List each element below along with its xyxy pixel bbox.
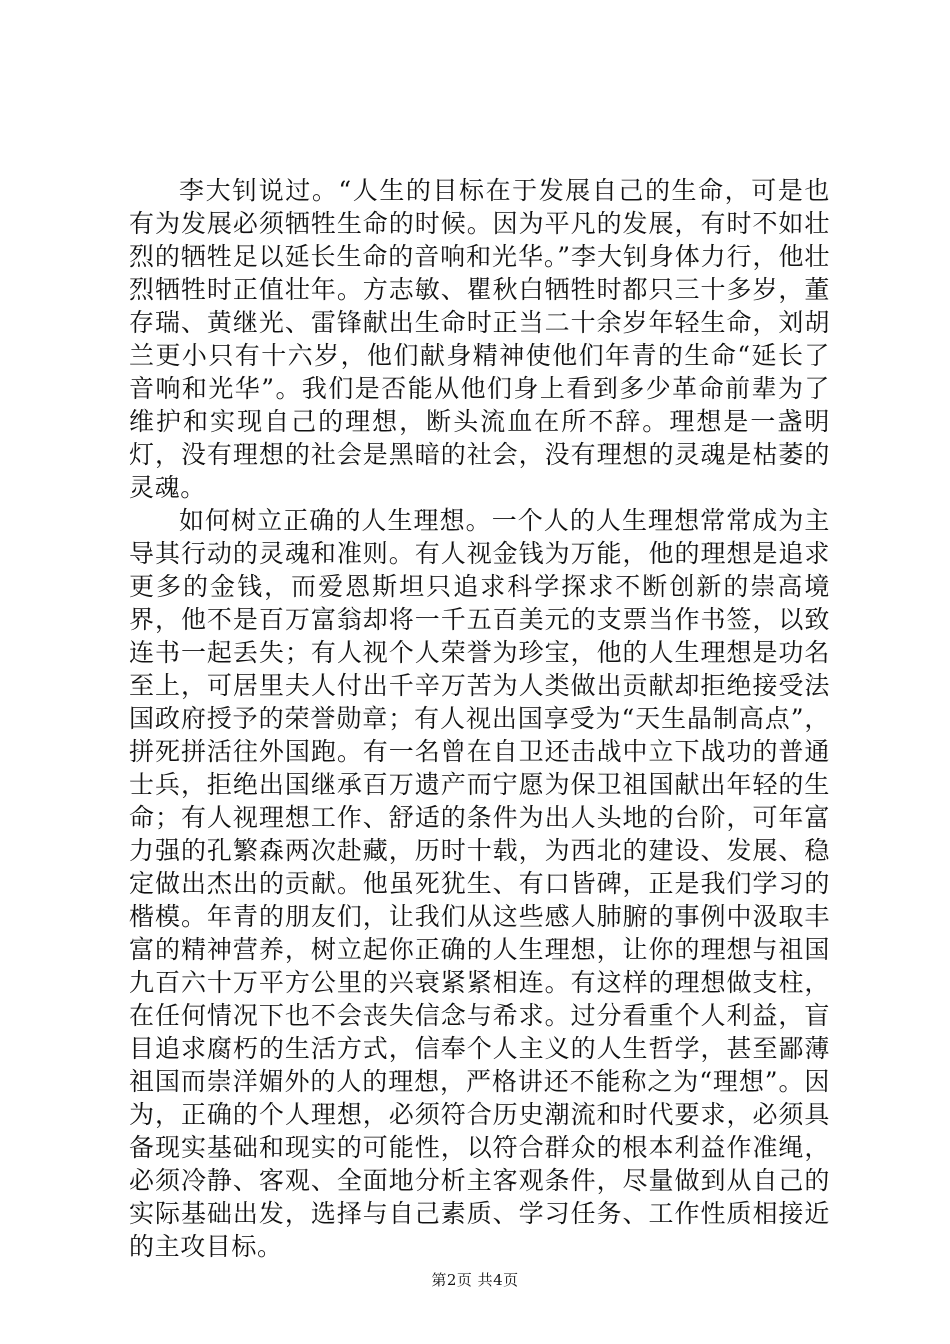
paragraph-1: 李大钊说过。“人生的目标在于发展自己的生命，可是也有为发展必须牺牲生命的时候。因为平凡的发展，有时不如壮烈的牺牲足以延长生命的音响和光华。”李大钊身体力行，他壮烈牺牲时正值壮年。方志敏、瞿秋白牺牲时都只三十多岁，董存瑞、黄继光、雷锋献出生命时正当二十余岁年轻生命，刘胡兰更小只有十六岁，他们献身精神使他们年青的生命“延长了音响和光华”。我们是否能从他们身上看到多少革命前辈为了维护和实现自己的理想，断头流血在所不辞。理想是一盏明灯，没有理想的社会是黑暗的社会，没有理想的灵魂是枯萎的灵魂。 xyxy=(129,176,830,502)
body-text xyxy=(129,174,830,1263)
paragraph-2: 如何树立正确的人生理想。一个人的人生理想常常成为主导其行动的灵魂和准则。有人视金钱为万能，他的理想是追求更多的金钱，而爱恩斯坦只追求科学探求不断创新的崇高境界，他不是百万富翁却将一千五百美元的支票当作书签，以致连书一起丢失；有人视个人荣誉为珍宝，他的人生理想是功名至上，可居里夫人付出千辛万苦为人类做出贡献却拒绝接受法国政府授予的荣誉勋章；有人视出国享受为“天生晶制高点”，拼死拼活往外国跑。有一名曾在自卫还击战中立下战功的普通士兵，拒绝出国继承百万遗产而宁愿为保卫祖国献出年轻的生命；有人视理想工作、舒适的条件为出人头地的台阶，可年富力强的孔繁森两次赴藏，历时十载，为西北的建设、发展、稳定做出杰出的贡献。他虽死犹生、有口皆碑，正是我们学习的楷模。年青的朋友们，让我们从这些感人肺腑的事例中汲取丰富的精神营养，树立起你正确的人生理想，让你的理想与祖国九百六十万平方公里的兴衰紧紧相连。有这样的理想做支柱，在任何情况下也不会丧失信念与希求。过分看重个人利益，盲目追求腐朽的生活方式，信奉个人主义的人生哲学，甚至鄙薄祖国而崇洋媚外的人的理想，严格讲还不能称之为“理想”。因为，正确的个人理想，必须符合历史潮流和时代要求，必须具备现实基础和现实的可能性，以符合群众的根本利益作准绳，必须冷静、客观、全面地分析主客观条件，尽量做到从自己的实际基础出发，选择与自己素质、学习任务、工作性质相接近的主攻目标。 xyxy=(129,506,830,1261)
page-footer: 第2页 共4页 xyxy=(431,1271,519,1289)
